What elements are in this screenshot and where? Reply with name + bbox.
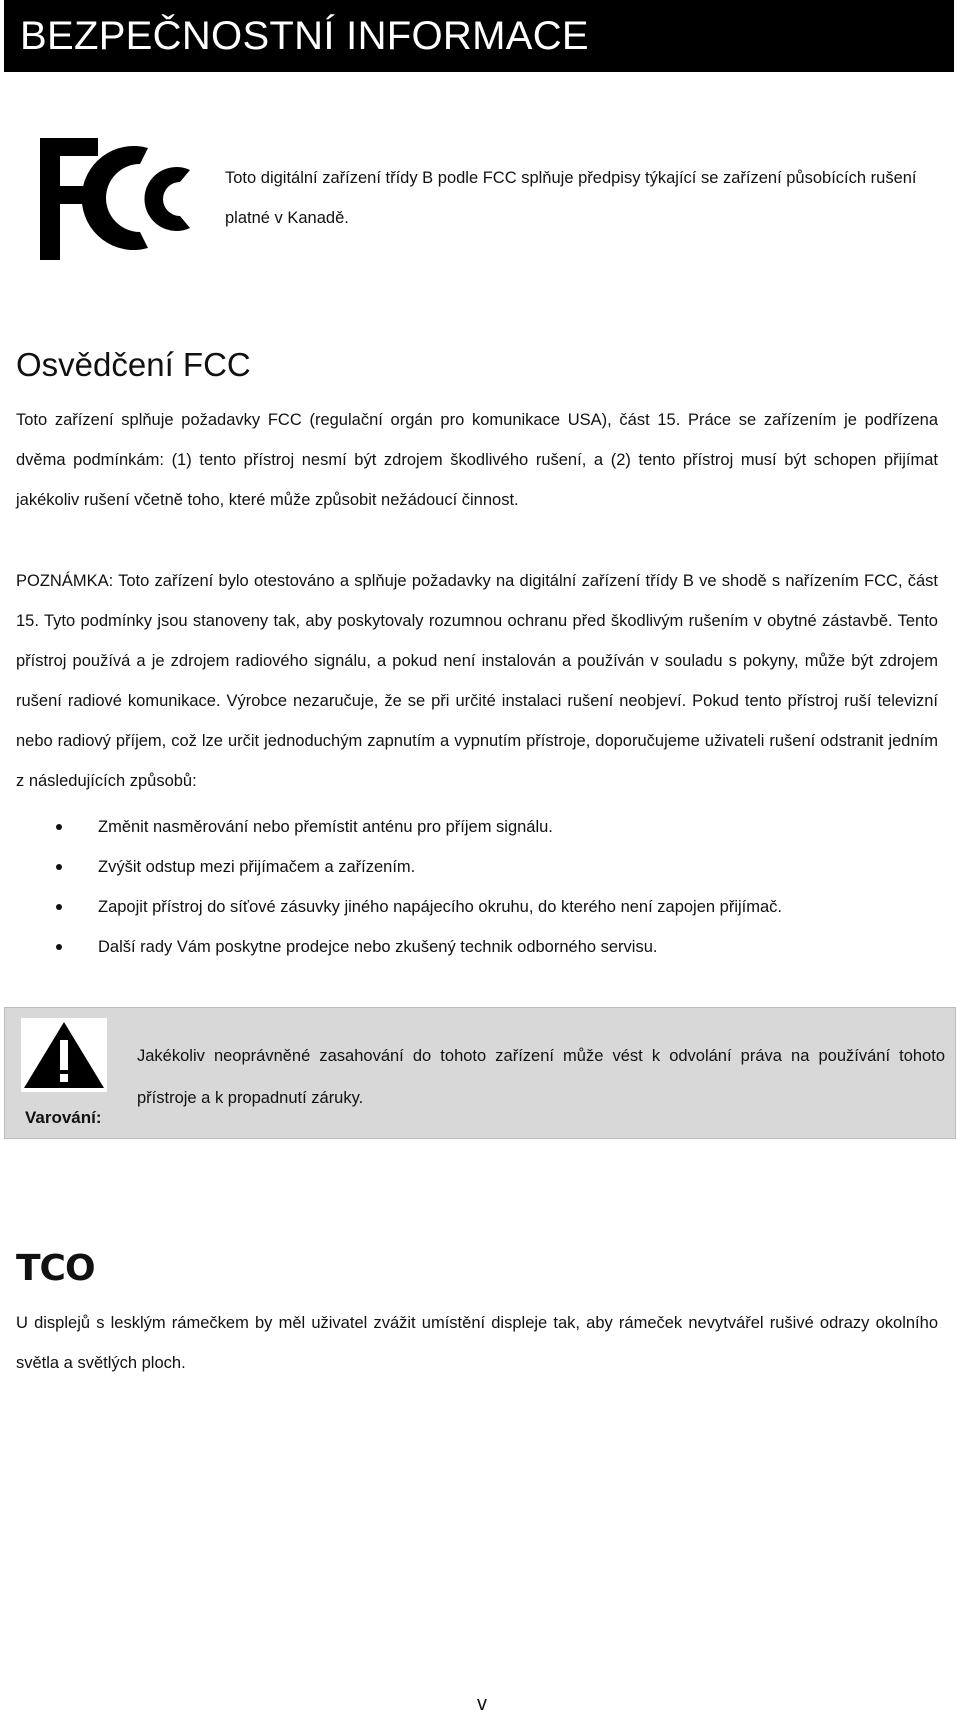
tco-section-title: TCO xyxy=(16,1248,95,1289)
warning-text: Jakékoliv neoprávněné zasahování do tohoto zařízení může vést k odvolání práva na používání tohoto přístroje a k propadnutí záruky. xyxy=(137,1047,945,1107)
list-item-text: Zapojit přístroj do síťové zásuvky jiného napájecího okruhu, do kterého není zapojen přijímač. xyxy=(98,898,782,916)
list-item xyxy=(16,807,916,847)
list-item xyxy=(16,927,916,967)
tco-paragraph: U displejů s lesklým rámečkem by měl uživatel zvážit umístění displeje tak, aby rámeček nevytvářel rušivé odrazy okolního světla a světlých ploch. xyxy=(16,1314,938,1372)
warning-box xyxy=(4,1007,956,1139)
bullet-icon xyxy=(56,944,62,950)
fcc-logo xyxy=(40,136,200,262)
fcc-intro-text: Toto digitální zařízení třídy B podle FCC splňuje předpisy týkající se zařízení působících rušení platné v Kanadě. xyxy=(225,169,917,227)
list-item xyxy=(16,887,916,927)
fcc-bullet-list xyxy=(16,807,916,967)
warning-label: Varování: xyxy=(25,1108,102,1127)
fcc-note-paragraph: POZNÁMKA: Toto zařízení bylo otestováno a splňuje požadavky na digitální zařízení třídy B ve shodě s nařízením FCC, část 15. Tyto podmínky jsou stanoveny tak, aby poskytovaly rozumnou ochranu před škodlivým rušením v obytné zástavbě. Tento přístroj používá a je zdrojem radiového signálu, a pokud není instalován a používán v souladu s pokyny, může být zdrojem rušení radiové komunikace. Výrobce nezaručuje, že se při určité instalaci rušení neobjeví. Pokud tento přístroj ruší televizní nebo radiový příjem, což lze určit jednoduchým zapnutím a vypnutím přístroje, doporučujeme uživateli rušení odstranit jedním z následujících způsobů: xyxy=(16,572,938,790)
bullet-icon xyxy=(56,864,62,870)
fcc-paragraph: Toto zařízení splňuje požadavky FCC (regulační orgán pro komunikace USA), část 15. Práce se zařízením je podřízena dvěma podmínkám: (1) tento přístroj nesmí být zdrojem škodlivého rušení, a (2) tento přístroj musí být schopen přijímat jakékoliv rušení včetně toho, které může způsobit nežádoucí činnost. xyxy=(16,411,938,509)
list-item-text: Zvýšit odstup mezi přijímačem a zařízením. xyxy=(98,858,416,876)
warning-icon xyxy=(21,1018,107,1092)
header-bar xyxy=(4,0,954,72)
bullet-icon xyxy=(56,824,62,830)
list-item xyxy=(16,847,916,887)
page-number: v xyxy=(477,1693,487,1715)
list-item-text: Další rady Vám poskytne prodejce nebo zkušený technik odborného servisu. xyxy=(98,938,658,956)
fcc-logo-icon xyxy=(40,136,200,262)
bullet-icon xyxy=(56,904,62,910)
page-title: BEZPEČNOSTNÍ INFORMACE xyxy=(20,14,589,58)
fcc-section-title: Osvědčení FCC xyxy=(16,346,251,383)
list-item-text: Změnit nasměrování nebo přemístit anténu pro příjem signálu. xyxy=(98,818,553,836)
